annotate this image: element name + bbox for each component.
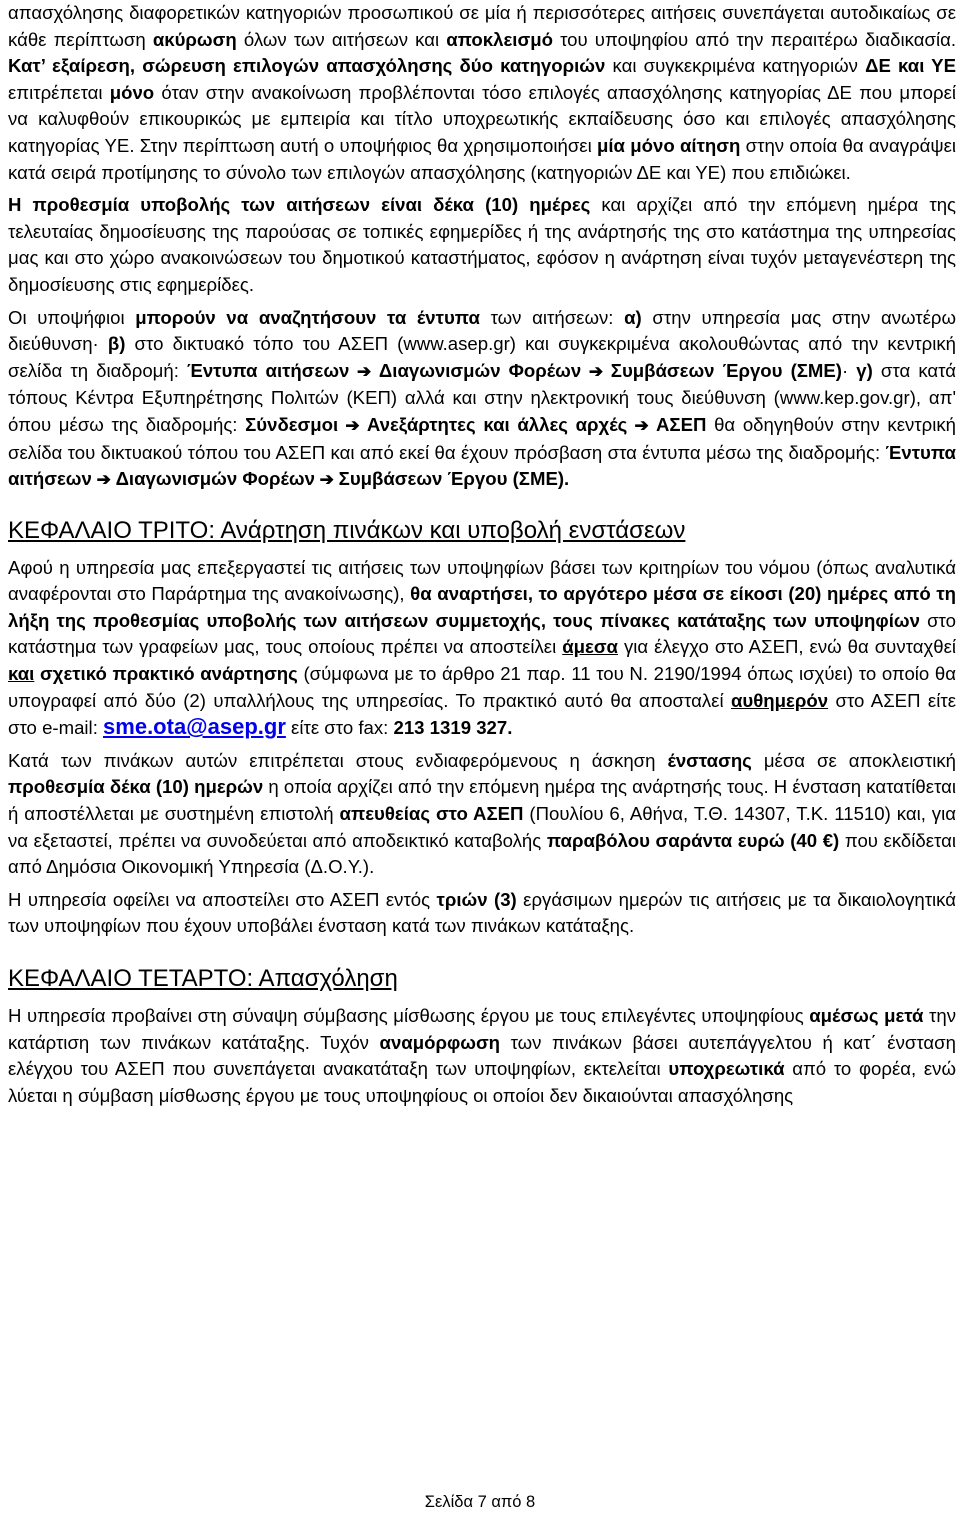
text-run: μόνο	[109, 81, 155, 103]
text-run: στην υπηρεσία μας στην ανωτέρω διεύθυνση·	[8, 306, 956, 355]
text-run: στο δικτυακό τόπο του ΑΣΕΠ (www.asep.gr) και συγκεκριμένα ακολουθώντας από την κεντρική σελίδα τη διαδρομή:	[8, 333, 957, 381]
text-run: ένστασης	[667, 749, 752, 771]
text-run: Η υπηρεσία προβαίνει στη σύναψη σύμβασης μίσθωσης έργου με τους επιλεγέντες υποψηφίους	[8, 1005, 810, 1026]
text-run: ΑΣΕΠ	[656, 413, 707, 435]
text-run: ΔΕ και ΥΕ	[865, 55, 956, 77]
text-run: απευθείας στο ΑΣΕΠ	[339, 803, 524, 825]
text-run: απασχόλησης διαφορετικών κατηγοριών προσωπικού σε μία ή περισσότερες αιτήσεις συνεπάγεται αυτοδικαίως σε κάθε περίπτωση	[8, 2, 956, 50]
text-run: αυθημερόν	[731, 689, 829, 711]
deadline-paragraph	[8, 192, 956, 298]
arrow-right-icon: ➔	[338, 415, 367, 435]
arrow-right-icon: ➔	[627, 415, 656, 435]
text-run: Η προθεσμία υποβολής των αιτήσεων είναι δέκα (10) ημέρες	[8, 194, 591, 216]
arrow-right-icon: ➔	[91, 470, 116, 490]
text-run: την κατάρτιση των πινάκων κατάταξης. Τυχόν	[8, 1005, 956, 1053]
intro-paragraph	[8, 0, 956, 186]
forms-paragraph	[8, 305, 956, 494]
text-run: τριών (3)	[436, 888, 517, 910]
arrow-right-icon: ➔	[349, 361, 379, 381]
text-run: αναμόρφωση	[379, 1031, 501, 1053]
text-run: Διαγωνισμών Φορέων	[378, 359, 582, 381]
posting-paragraph	[8, 555, 956, 742]
page-number-footer: Σελίδα 7 από 8	[424, 1493, 536, 1511]
text-run: και	[8, 663, 35, 685]
text-run: μπορούν να αναζητήσουν τα έντυπα	[135, 306, 480, 328]
text-run: α)	[624, 306, 642, 328]
text-run: αμέσως μετά	[809, 1005, 924, 1026]
objection-paragraph	[8, 748, 956, 881]
text-run: (Πουλίου 6, Αθήνα, Τ.Θ. 14307, Τ.Κ. 11510) και, για να εξεταστεί, πρέπει να συνοδεύεται από αποδεικτικό καταβολής	[8, 803, 956, 851]
text-run: Έντυπα αιτήσεων	[8, 441, 956, 490]
email-link[interactable]: sme.ota@asep.gr	[103, 714, 286, 740]
text-run: υποχρεωτικά	[668, 1058, 785, 1080]
text-run: (σύμφωνα με το άρθρο 21 παρ. 11 του Ν. 2190/1994 όπως ισχύει) το οποίο θα υπογραφεί από δύο (2) υπαλλήλους της υπηρεσίας. Το πρακτικό αυτό θα αποσταλεί	[8, 663, 957, 711]
text-run: επιτρέπεται	[8, 81, 110, 103]
text-run: άμεσα	[562, 636, 618, 658]
text-run: Συμβάσεων Έργου (ΣΜΕ).	[338, 468, 570, 490]
text-run: θα αναρτήσει, το αργότερο μέσα σε είκοσι (20) ημέρες από τη λήξη της προθεσμίας υποβολής των αιτήσεων συμμετοχής, τους πίνακες κατάταξης των υποψηφίων	[8, 583, 957, 631]
text-run: Κατά των πινάκων αυτών επιτρέπεται στους ενδιαφερόμενους η άσκηση	[8, 749, 668, 771]
text-run: στο ΑΣΕΠ είτε στο e-mail:	[8, 689, 956, 739]
document-page	[8, 0, 956, 1109]
text-run: θα οδηγηθούν στην κεντρική σελίδα του δικτυακού τόπου του ΑΣΕΠ και από εκεί θα έχουν πρόσβαση στα έντυπα μέσω της διαδρομής:	[8, 413, 957, 463]
text-run: 213 1319 327.	[393, 717, 513, 739]
text-run: που εκδίδεται από Δημόσια Οικονομική Υπηρεσία (Δ.Ο.Υ.).	[8, 829, 956, 878]
text-run: είτε στο fax:	[285, 717, 394, 739]
text-run: Έντυπα αιτήσεων	[186, 359, 350, 381]
text-run: β)	[107, 333, 126, 355]
text-run: και συγκεκριμένα κατηγοριών	[605, 55, 866, 77]
text-run: σχετικό πρακτικό ανάρτησης	[40, 663, 298, 685]
text-run: ακύρωση	[152, 28, 237, 50]
text-run: η οποία αρχίζει από την επόμενη ημέρα της ανάρτησής τους. Η ένσταση κατατίθεται ή αποστέλλεται με συστημένη επιστολή	[8, 776, 956, 825]
text-run: και αρχίζει από την επόμενη ημέρα της τελευταίας δημοσίευσης της παρούσας σε τοπικές εφημερίδες ή της ανάρτησής της στο κατάστημα της υπηρεσίας μας και στο χώρο ανακοινώσεων του δημοτικού καταστήματος, εφόσον η ανάρτηση είναι τυχόν μεταγενέστερη της δημοσίευσης στις εφημερίδες.	[8, 194, 957, 295]
text-run: Αφού η υπηρεσία μας επεξεργαστεί τις αιτήσεις των υποψηφίων βάσει των κριτηρίων του νόμου (όπως αναλυτικά αναφέρονται στο Παράρτημα της ανακοίνωσης),	[8, 556, 956, 605]
text-run: Κατ’ εξαίρεση, σώρευση επιλογών απασχόλησης δύο κατηγοριών	[8, 55, 606, 77]
text-run: όταν στην ανακοίνωση προβλέπονται τόσο επιλογές απασχόλησης κατηγορίας ΔΕ που μπορεί να καλυφθούν επικουρικώς με εμπειρία και τίτλο υποχρεωτικής εκπαίδευσης όσο και επιλογές απασχόλησης κατηγορίας ΥΕ. Στην περίπτωση αυτή ο υποψήφιος θα χρησιμοποιήσει	[8, 81, 956, 156]
text-run: παραβόλου σαράντα ευρώ (40 €)	[546, 829, 840, 851]
text-run: ·	[842, 359, 857, 381]
text-run: από το φορέα, ενώ λύεται η σύμβαση μίσθωσης έργου με τους υποψηφίους οι οποίοι δεν δικαιούνται απασχόλησης	[8, 1058, 956, 1106]
text-run: μέσα σε αποκλειστική	[751, 749, 956, 771]
text-run: γ)	[856, 359, 873, 381]
text-run: στα κατά τόπους Κέντρα Εξυπηρέτησης Πολιτών (ΚΕΠ) αλλά και στην ηλεκτρονική τους διεύθυνση (www.kep.gov.gr), απ' όπου μέσω της διαδρομής:	[8, 359, 956, 435]
chapter4-title: ΚΕΦΑΛΑΙΟ ΤΕΤΑΡΤΟ: Απασχόληση	[8, 965, 398, 992]
text-run: στην οποία θα αναγράψει κατά σειρά προτίμησης το σύνολο των επιλογών απασχόλησης (κατηγοριών ΔΕ και ΥΕ) που επιδιώκει.	[8, 134, 957, 183]
text-run: προθεσμία δέκα (10) ημερών	[8, 776, 264, 798]
text-run: Διαγωνισμών Φορέων	[115, 468, 315, 490]
arrow-right-icon: ➔	[581, 361, 611, 381]
text-run: Ανεξάρτητες και άλλες αρχές	[366, 413, 628, 435]
employment-paragraph	[8, 1003, 956, 1109]
text-run: Συμβάσεων Έργου (ΣΜΕ)	[610, 359, 843, 381]
text-run: όλων των αιτήσεων και	[236, 28, 447, 50]
text-run: για έλεγχο στο ΑΣΕΠ, ενώ θα συνταχθεί	[617, 636, 956, 658]
text-run: Σύνδεσμοι	[245, 413, 339, 435]
text-run: των πινάκων βάσει αυτεπάγγελτου ή κατ΄ ένσταση ελέγχου του ΑΣΕΠ που συνεπάγεται ανακατάταξη των υποψηφίων, εκτελείται	[8, 1031, 956, 1080]
text-run: Η υπηρεσία οφείλει να αποστείλει στο ΑΣΕΠ εντός	[8, 888, 437, 910]
text-run: μία μόνο αίτηση	[597, 134, 741, 156]
chapter3-title: ΚΕΦΑΛΑΙΟ ΤΡΙΤΟ: Ανάρτηση πινάκων και υποβολή ενστάσεων	[8, 516, 686, 544]
text-run: των αιτήσεων:	[479, 306, 625, 328]
send-paragraph	[8, 887, 956, 940]
text-run: στο κατάστημα των γραφείων μας, τους οποίους πρέπει να αποστείλει	[8, 609, 956, 658]
text-run: εργάσιμων ημερών τις αιτήσεις με τα δικαιολογητικά των υποψηφίων που έχουν υποβάλει ένσταση κατά των πινάκων κατάταξης.	[8, 888, 957, 937]
text-run: αποκλεισμό	[446, 28, 553, 50]
arrow-right-icon: ➔	[314, 470, 339, 490]
text-run: του υποψηφίου από την περαιτέρω διαδικασία.	[552, 28, 957, 50]
text-run: Οι υποψήφιοι	[8, 306, 136, 328]
